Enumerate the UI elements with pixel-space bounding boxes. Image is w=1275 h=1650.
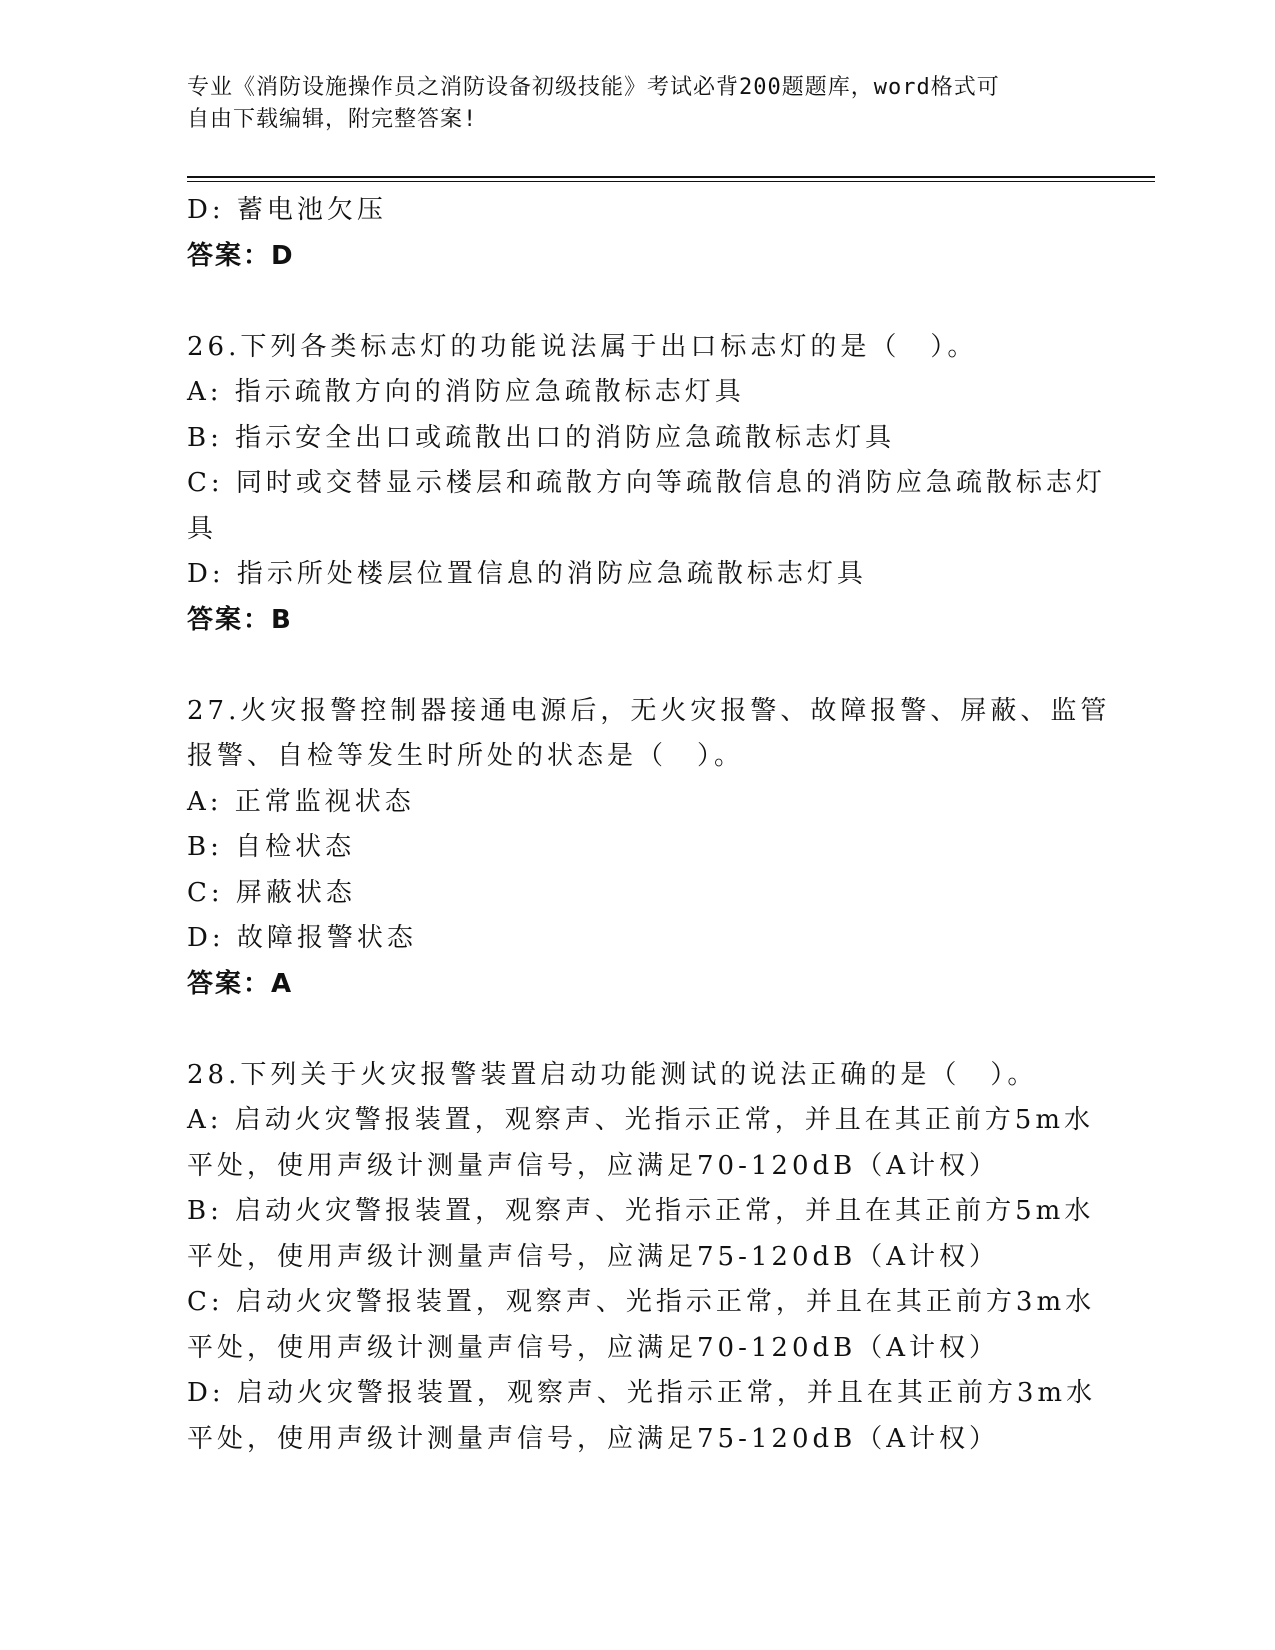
option-b: B: 指示安全出口或疏散出口的消防应急疏散标志灯具 xyxy=(187,422,896,453)
question-26 xyxy=(187,325,1106,644)
option-a-continued: 平处，使用声级计测量声信号，应满足70-120dB（A计权） xyxy=(187,1150,1000,1181)
spacer xyxy=(187,279,1087,325)
option-c: C: 屏蔽状态 xyxy=(187,877,356,908)
answer-line: 答案：A xyxy=(187,968,294,999)
header-line-1: 专业《消防设施操作员之消防设备初级技能》考试必背200题题库，word格式可 xyxy=(187,75,1000,100)
answer-line: 答案：B xyxy=(187,604,293,635)
spacer xyxy=(187,1007,1087,1053)
option-b: B: 自检状态 xyxy=(187,832,356,862)
option-d: D: 指示所处楼层位置信息的消防应急疏散标志灯具 xyxy=(187,559,867,589)
option-d: D: 蓄电池欠压 xyxy=(187,195,387,225)
option-d: D: 故障报警状态 xyxy=(187,923,417,953)
option-d-continued: 平处，使用声级计测量声信号，应满足75-120dB（A计权） xyxy=(187,1423,1000,1454)
previous-question-tail xyxy=(187,188,1087,279)
question-27 xyxy=(187,689,1111,1008)
header-divider-thin xyxy=(187,181,1155,182)
question-stem: 28.下列关于火灾报警装置启动功能测试的说法正确的是（ ）。 xyxy=(187,1059,1038,1090)
option-c-continued: 平处，使用声级计测量声信号，应满足70-120dB（A计权） xyxy=(187,1332,1000,1363)
option-a: A: 正常监视状态 xyxy=(187,786,415,817)
header-line-2: 自由下载编辑，附完整答案! xyxy=(187,107,478,132)
document-body xyxy=(187,188,1111,1462)
option-b: B: 启动火灾警报装置，观察声、光指示正常，并且在其正前方5m水 xyxy=(187,1196,1095,1226)
option-a: A: 指示疏散方向的消防应急疏散标志灯具 xyxy=(187,377,745,407)
option-c-continued: 具 xyxy=(187,513,218,544)
question-stem-continued: 报警、自检等发生时所处的状态是（ ）。 xyxy=(187,741,745,771)
question-stem: 27.火灾报警控制器接通电源后，无火灾报警、故障报警、屏蔽、监管 xyxy=(187,695,1111,726)
question-28 xyxy=(187,1053,1097,1463)
option-c: C: 启动火灾警报装置，观察声、光指示正常，并且在其正前方3m水 xyxy=(187,1287,1096,1317)
option-a: A: 启动火灾警报装置，观察声、光指示正常，并且在其正前方5m水 xyxy=(187,1105,1094,1135)
option-b-continued: 平处，使用声级计测量声信号，应满足75-120dB（A计权） xyxy=(187,1241,1000,1272)
header-divider-thick xyxy=(187,176,1155,178)
answer-line: 答案：D xyxy=(187,240,295,271)
option-c: C: 同时或交替显示楼层和疏散方向等疏散信息的消防应急疏散标志灯 xyxy=(187,468,1106,498)
question-stem: 26.下列各类标志灯的功能说法属于出口标志灯的是（ ）。 xyxy=(187,331,978,362)
spacer xyxy=(187,643,1087,689)
option-d: D: 启动火灾警报装置，观察声、光指示正常，并且在其正前方3m水 xyxy=(187,1378,1097,1408)
page-header xyxy=(187,72,1067,136)
